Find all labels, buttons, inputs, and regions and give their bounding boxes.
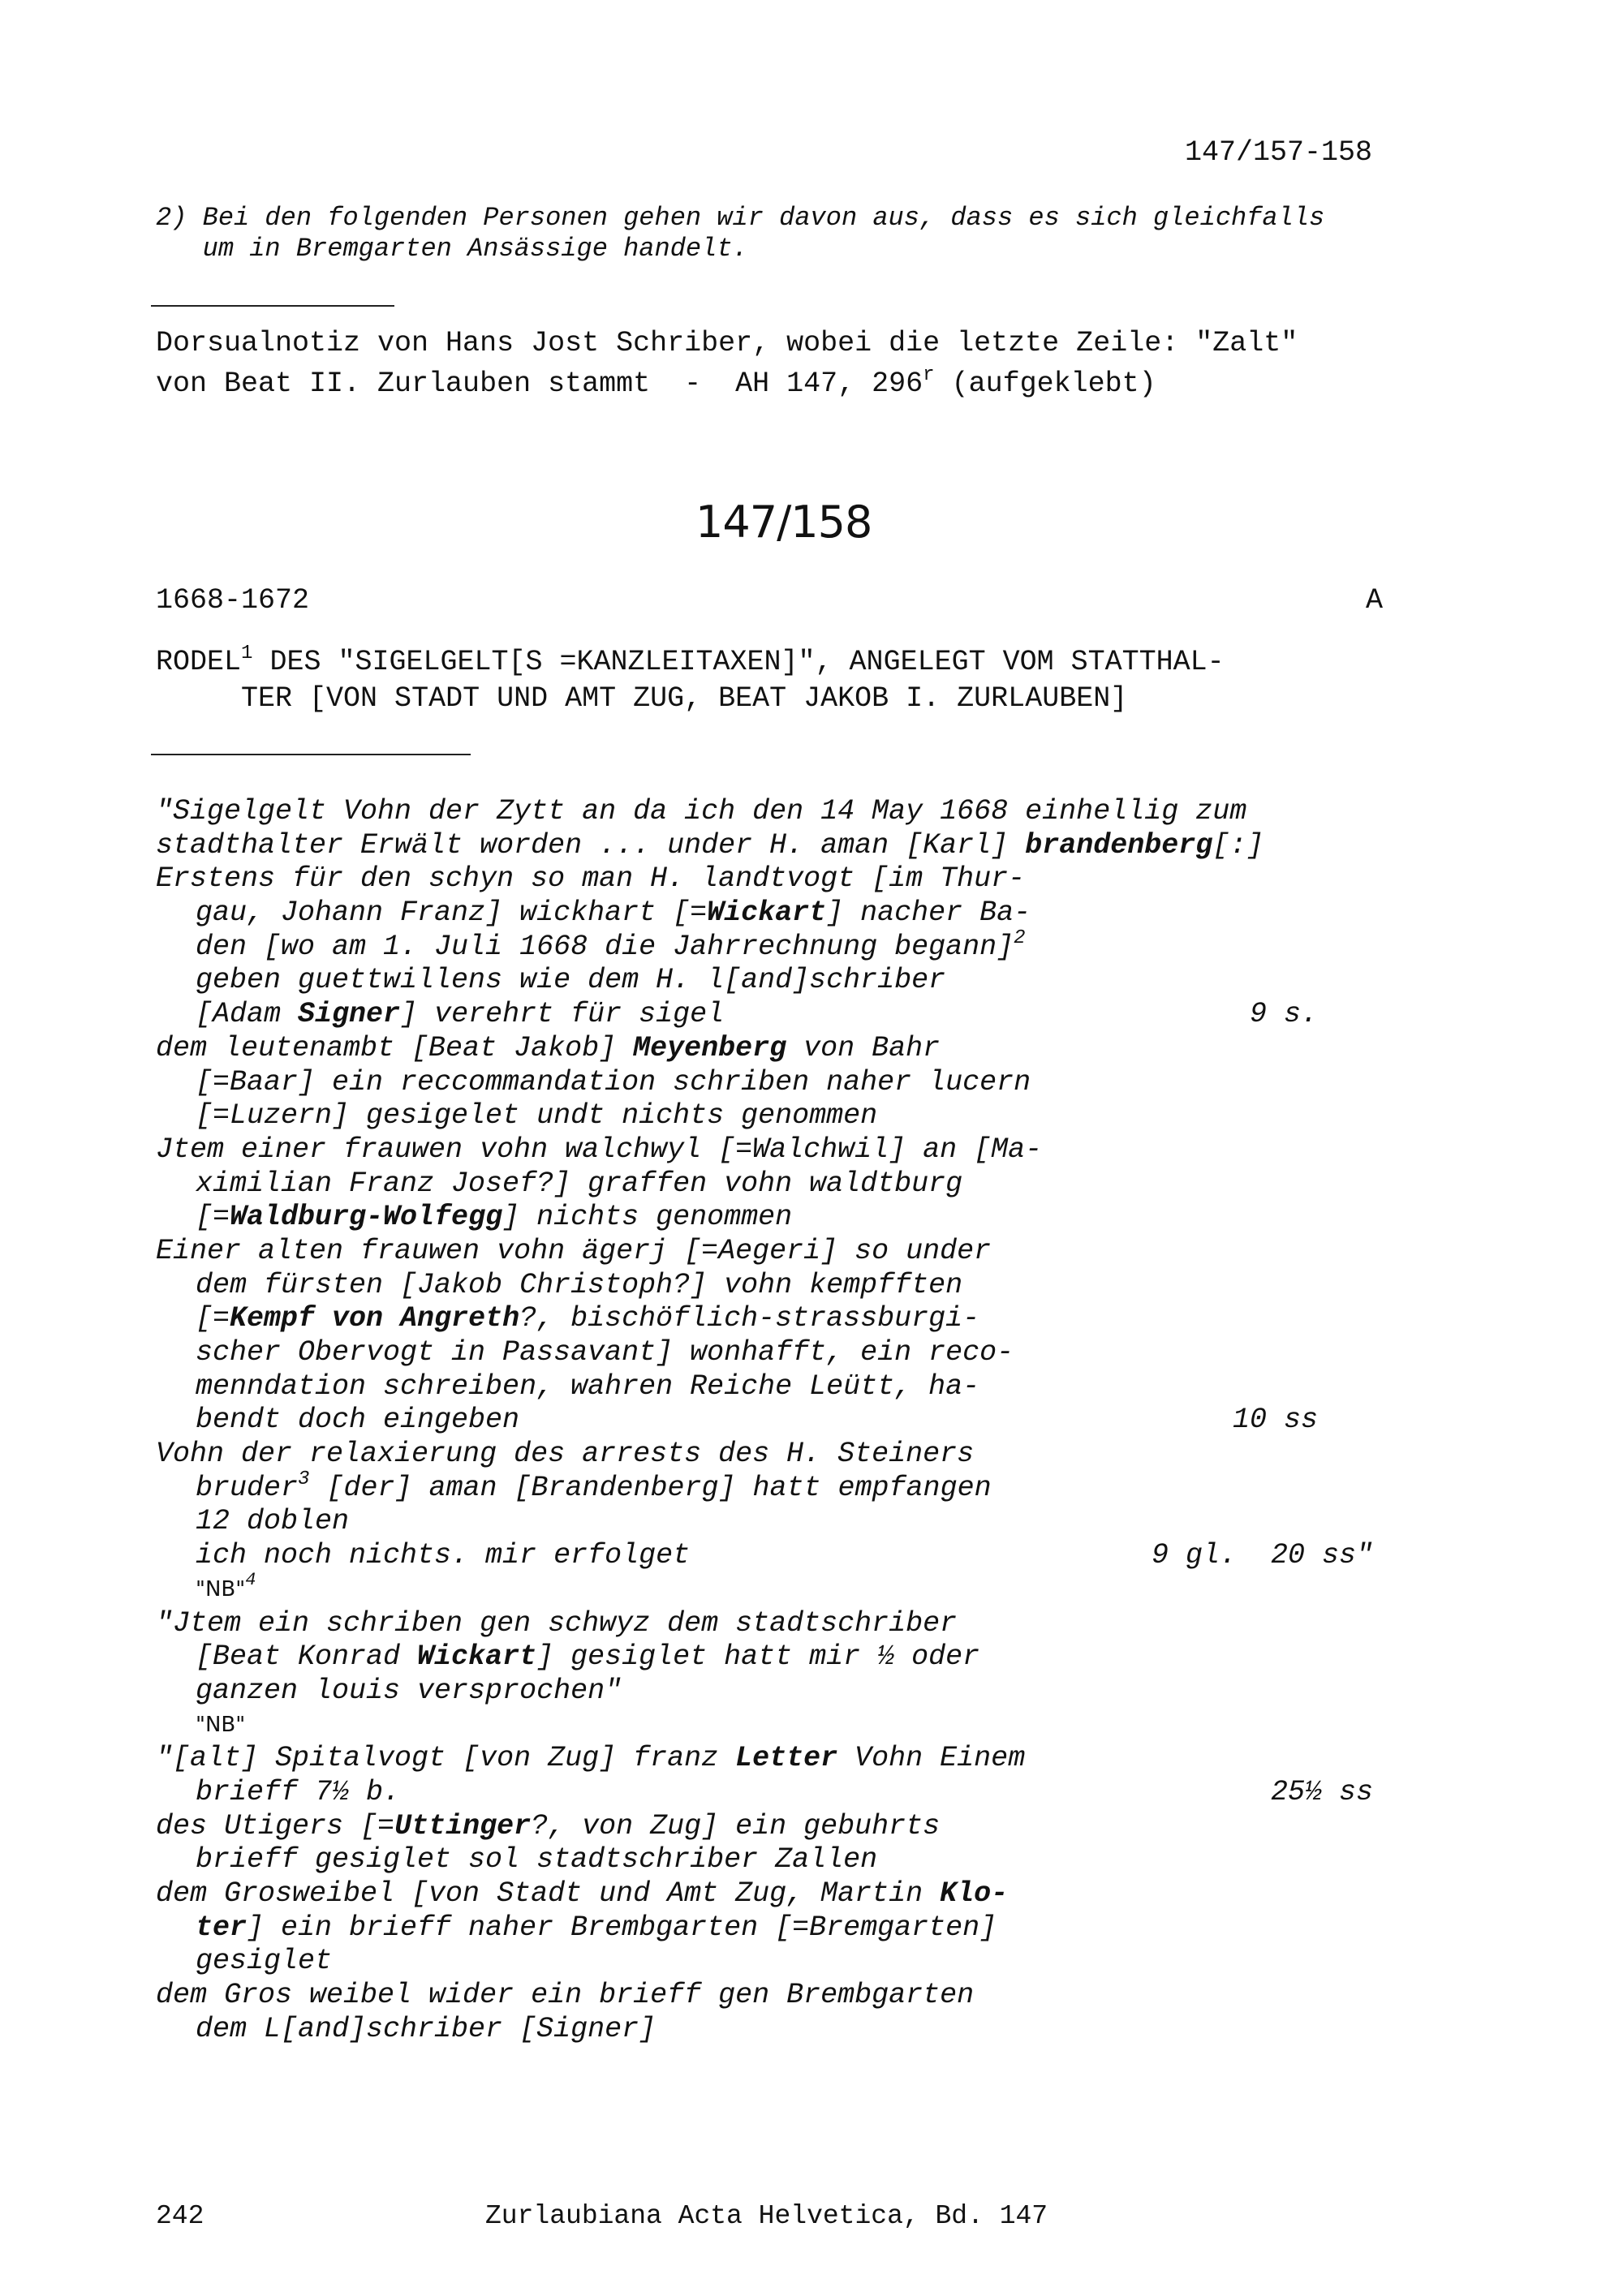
- line-text: [196, 1201, 792, 1235]
- line-text: brieff gesiglet sol stadtschriber Zallen: [196, 1843, 878, 1877]
- person-name-bold: Waldburg-Wolfegg: [230, 1201, 503, 1234]
- transcription-line: [156, 862, 1422, 896]
- line-text: Jtem einer frauwen vohn walchwyl [=Walchwil] an [Ma-: [156, 1133, 1043, 1166]
- transcription-line: [156, 1945, 1422, 1979]
- person-name-bold: Klo-: [940, 1877, 1009, 1910]
- amount: 9 gl. 20 ss": [1151, 1539, 1373, 1572]
- footnote-marker: 3: [298, 1468, 310, 1490]
- folio-superscript: r: [923, 364, 935, 386]
- amount: 25½ ss: [1270, 1775, 1373, 1808]
- line-text: [196, 1302, 979, 1336]
- line-text: Einer alten frauwen vohn ägerj [=Aegeri] so under: [156, 1234, 992, 1267]
- document-number: 147/158: [695, 497, 872, 548]
- title-text-line-2: TER [VON STADT UND AMT ZUG, BEAT JAKOB I. ZURLAUBEN]: [241, 682, 1128, 715]
- text-run: gau, Johann Franz] wickhart [=: [196, 896, 708, 930]
- person-name-bold: Kempf von Angreth: [230, 1302, 520, 1335]
- person-name-bold: Wickart: [417, 1640, 537, 1674]
- line-text: [196, 1911, 997, 1946]
- transcription-line: [156, 1167, 1422, 1202]
- line-text: [=Baar] ein reccommandation schriben naher lucern: [196, 1065, 1031, 1099]
- line-text: [156, 1742, 1025, 1776]
- person-name-bold: Wickart: [707, 896, 827, 930]
- transcription-line: [156, 1066, 1422, 1100]
- text-run: ] verehrt für sigel: [400, 998, 725, 1031]
- footnote-text-line-1: Bei den folgenden Personen gehen wir davon aus, dass es sich gleichfalls: [202, 203, 1325, 233]
- transcription-line: [156, 1032, 1422, 1066]
- line-text: ich noch nichts. mir erfolget: [196, 1539, 691, 1572]
- dorsal-note-text: von Beat II. Zurlauben stammt - AH 147, 296: [156, 368, 923, 400]
- transcription-line: [156, 998, 1422, 1032]
- text-run: des Utigers [=: [156, 1809, 395, 1842]
- transcription-line: [156, 1742, 1422, 1776]
- line-text: Vohn der relaxierung des arrests des H. Steiners: [156, 1438, 975, 1471]
- nota-bene-mark: "NB": [196, 1712, 246, 1737]
- line-text: ganzen louis versprochen": [196, 1674, 622, 1707]
- footnote-marker: 2: [1014, 927, 1026, 949]
- transcription-line: [156, 1133, 1422, 1167]
- line-text: gesiglet: [196, 1945, 333, 1978]
- text-run: dem leutenambt [Beat Jakob]: [156, 1031, 634, 1064]
- transcription-line: [156, 1979, 1422, 2013]
- text-run: [Adam: [196, 998, 299, 1031]
- transcription-line: [156, 795, 1422, 829]
- transcription-line: [156, 1911, 1422, 1946]
- title-text: RODEL: [156, 646, 242, 678]
- line-text: [156, 1810, 940, 1844]
- person-name-bold: Meyenberg: [633, 1031, 787, 1064]
- page-header-reference: 147/157-158: [1185, 136, 1373, 169]
- text-run: den [wo am 1. Juli 1668 die Jahrrechnung begann]: [196, 930, 1014, 963]
- text-run: ] nichts genommen: [502, 1201, 793, 1234]
- document-classification: A: [1366, 584, 1384, 617]
- footer-series-title: Zurlaubiana Acta Helvetica, Bd. 147: [485, 2201, 1048, 2231]
- line-text: [196, 1468, 992, 1506]
- text-run: [Beat Konrad: [196, 1640, 418, 1674]
- text-run: [=: [196, 1201, 230, 1234]
- transcription-line: [156, 1269, 1422, 1303]
- transcription-line: [156, 927, 1422, 965]
- line-text: 12 doblen: [196, 1505, 350, 1538]
- transcription-line: [156, 1336, 1422, 1370]
- line-text: [156, 829, 1264, 863]
- transcription-line: [156, 829, 1422, 863]
- line-text: [156, 1877, 1008, 1911]
- line-text: [196, 896, 1031, 931]
- transcription-line: [156, 1640, 1422, 1675]
- transcription-line: [156, 1505, 1422, 1539]
- line-text: bendt doch eingeben: [196, 1404, 520, 1437]
- footnote-marker: 1: [241, 643, 253, 664]
- transcription-line: [156, 1201, 1422, 1235]
- line-text: Erstens für den schyn so man H. landtvogt [im Thur-: [156, 862, 1026, 896]
- transcription-line: [156, 1099, 1422, 1133]
- line-text: [196, 927, 1026, 965]
- line-text: [196, 998, 724, 1032]
- transcription-line: [156, 1302, 1422, 1336]
- person-name-bold: ter: [196, 1911, 248, 1944]
- transcription-body: [156, 795, 1422, 2046]
- footnote-marker: 4: [245, 1569, 256, 1590]
- transcription-line: [156, 1468, 1422, 1506]
- text-run: ] nacher Ba-: [826, 896, 1031, 930]
- text-run: [der] aman [Brandenberg] hatt empfangen: [309, 1471, 992, 1504]
- text-run: ?, bischöflich-strassburgi-: [519, 1302, 980, 1335]
- dorsal-note-line-2: [156, 364, 1156, 400]
- line-text: dem fürsten [Jakob Christoph?] vohn kempfften: [196, 1268, 963, 1301]
- dorsal-note-text: (aufgeklebt): [934, 368, 1156, 400]
- person-name-bold: Uttinger: [394, 1809, 532, 1842]
- person-name-bold: Signer: [298, 998, 401, 1031]
- transcription-line: [156, 2013, 1422, 2047]
- transcription-line: [156, 1569, 1422, 1607]
- line-text: dem Gros weibel wider ein brieff gen Brembgarten: [156, 1979, 975, 2012]
- line-text: menndation schreiben, wahren Reiche Leütt, ha-: [196, 1369, 980, 1403]
- text-run: stadthalter Erwält worden ... under H. aman [Karl]: [156, 828, 1026, 862]
- amount: 10 ss: [1232, 1404, 1318, 1437]
- text-run: bruder: [196, 1471, 299, 1504]
- line-text: [196, 1640, 979, 1675]
- transcription-line: [156, 1607, 1422, 1641]
- amount: 9 s.: [1249, 998, 1318, 1031]
- transcription-line: [156, 896, 1422, 931]
- line-text: dem L[and]schriber [Signer]: [196, 2012, 657, 2045]
- text-run: Vohn Einem: [837, 1742, 1026, 1775]
- text-run: dem Grosweibel [von Stadt und Amt Zug, Martin: [156, 1877, 941, 1910]
- text-run: ?, von Zug] ein gebuhrts: [531, 1809, 941, 1842]
- text-run: [:]: [1212, 828, 1264, 862]
- title-text: DES "SIGELGELT[S =KANZLEITAXEN]", ANGELEGT VOM STATTHAL-: [252, 646, 1225, 678]
- line-text: brieff 7½ b.: [196, 1775, 401, 1808]
- footnote-2: [156, 203, 1324, 264]
- person-name-bold: Letter: [735, 1742, 838, 1775]
- document-title: [156, 644, 1225, 717]
- title-divider: [151, 754, 471, 755]
- line-text: [=Luzern] gesigelet undt nichts genommen: [196, 1099, 878, 1133]
- person-name-bold: brandenberg: [1025, 828, 1213, 862]
- footnote-number: 2): [156, 203, 187, 233]
- line-text: geben guettwillens wie dem H. l[and]schriber: [196, 964, 946, 997]
- transcription-line: [156, 1843, 1422, 1877]
- text-run: "[alt] Spitalvogt [von Zug] franz: [156, 1742, 736, 1775]
- transcription-line: [156, 1675, 1422, 1709]
- text-run: ] ein brieff naher Brembgarten [=Bremgarten]: [247, 1911, 997, 1944]
- footer-page-number: 242: [156, 2201, 204, 2231]
- text-run: [=: [196, 1302, 230, 1335]
- transcription-line: [156, 1877, 1422, 1911]
- line-text: ximilian Franz Josef?] graffen vohn waldtburg: [196, 1167, 963, 1200]
- transcription-line: [156, 964, 1422, 998]
- footnote-divider: [151, 305, 394, 307]
- transcription-line: [156, 1370, 1422, 1404]
- text-run: ] gesiglet hatt mir ½ oder: [536, 1640, 980, 1674]
- transcription-line: [156, 1539, 1422, 1573]
- transcription-line: [156, 1776, 1422, 1810]
- line-text: [156, 1032, 940, 1066]
- transcription-line: [156, 1709, 1422, 1743]
- line-text: scher Obervogt in Passavant] wonhafft, ein reco-: [196, 1336, 1014, 1369]
- line-text: "Jtem ein schriben gen schwyz dem stadtschriber: [156, 1606, 958, 1640]
- line-text: "Sigelgelt Vohn der Zytt an da ich den 14 May 1668 einhellig zum: [156, 795, 1247, 828]
- footnote-text-line-2: um in Bremgarten Ansässige handelt.: [202, 234, 748, 264]
- nota-bene-mark: [196, 1569, 256, 1607]
- text-run: von Bahr: [786, 1031, 941, 1064]
- transcription-line: [156, 1404, 1422, 1438]
- document-date: 1668-1672: [156, 584, 310, 617]
- transcription-line: [156, 1810, 1422, 1844]
- dorsal-note-line-1: Dorsualnotiz von Hans Jost Schriber, wobei die letzte Zeile: "Zalt": [156, 327, 1298, 359]
- text-run: "NB": [196, 1576, 246, 1602]
- transcription-line: [156, 1235, 1422, 1269]
- transcription-line: [156, 1438, 1422, 1472]
- dorsal-note: [156, 323, 1298, 404]
